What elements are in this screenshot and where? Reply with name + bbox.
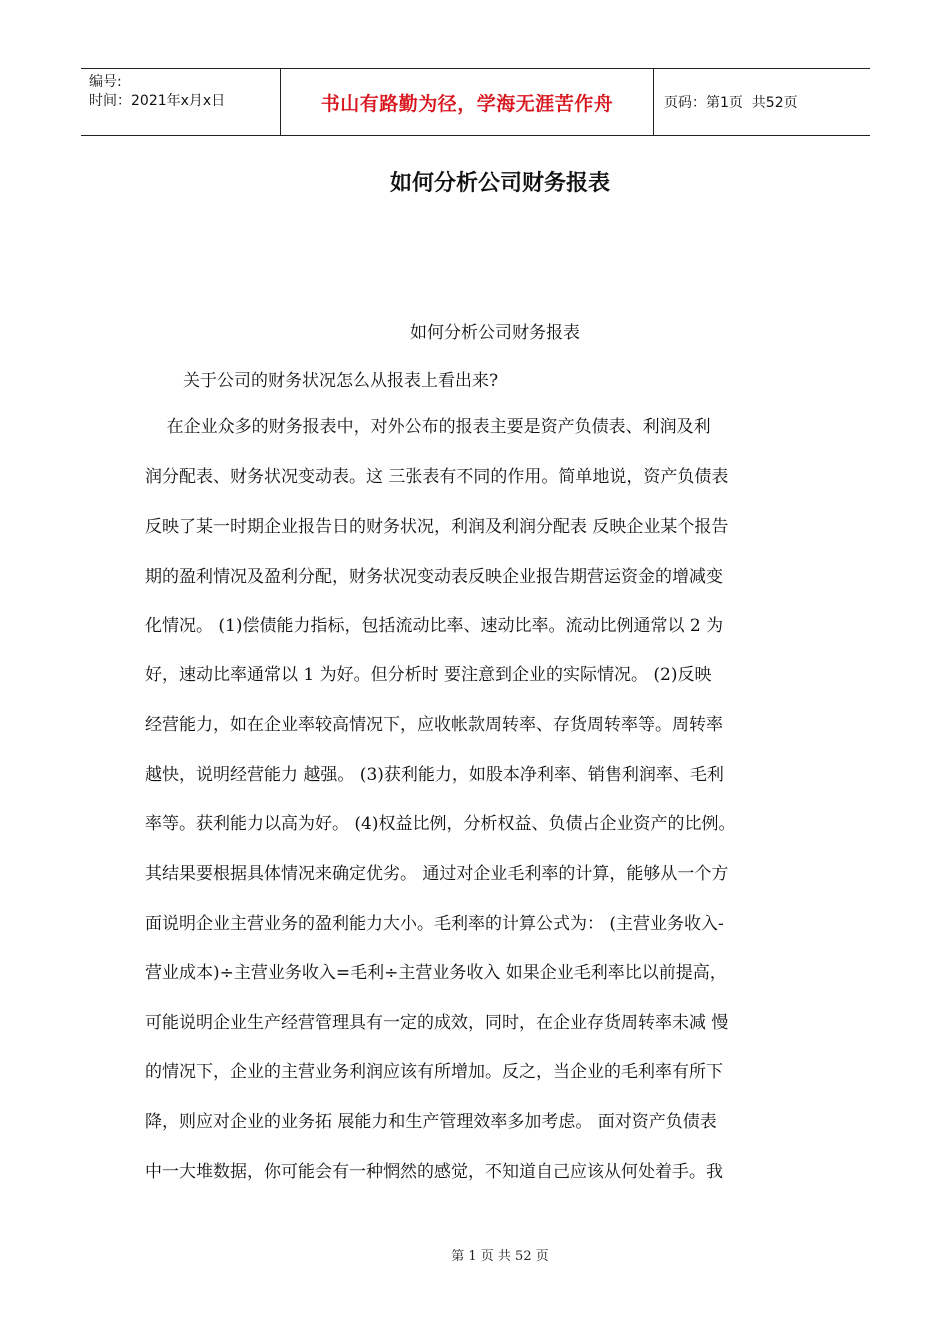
- document-number-label: 编号:: [89, 74, 122, 90]
- body-line: 其结果要根据具体情况来确定优劣。 通过对企业毛利率的计算，能够从一个方: [145, 864, 729, 884]
- page-footer: 第 1 页 共 52 页: [451, 1249, 549, 1264]
- body-line: 率等。获利能力以高为好。 (4)权益比例，分析权益、负债占企业资产的比例。: [145, 814, 736, 834]
- header-motto-cell: [281, 69, 654, 135]
- body-line: 可能说明企业生产经营管理具有一定的成效，同时，在企业存货周转率未减 慢: [145, 1013, 729, 1033]
- body-line: 的情况下，企业的主营业务利润应该有所增加。反之，当企业的毛利率有所下: [145, 1062, 723, 1082]
- header-motto: 书山有路勤为径，学海无涯苦作舟: [320, 92, 614, 115]
- body-line: 反映了某一时期企业报告日的财务状况，利润及利润分配表 反映企业某个报告: [145, 517, 729, 537]
- body-line: 经营能力，如在企业率较高情况下，应收帐款周转率、存货周转率等。周转率: [145, 715, 723, 735]
- body-line: 润分配表、财务状况变动表。这 三张表有不同的作用。简单地说，资产负债表: [145, 467, 729, 487]
- body-line: 营业成本)÷主营业务收入=毛利÷主营业务收入 如果企业毛利率比以前提高，: [145, 963, 727, 983]
- body-line: 中一大堆数据，你可能会有一种惘然的感觉，不知道自己应该从何处着手。我: [145, 1162, 723, 1182]
- body-line: 化情况。 (1)偿债能力指标，包括流动比率、速动比率。流动比例通常以 2 为: [145, 616, 724, 636]
- header-page-info: 页码：第1页 共52页: [664, 95, 798, 111]
- article-title: 如何分析公司财务报表: [410, 323, 580, 343]
- document-date-label: 时间：2021年x月x日: [89, 93, 226, 109]
- body-line: 降，则应对企业的业务拓 展能力和生产管理效率多加考虑。 面对资产负债表: [145, 1112, 717, 1132]
- article-question: 关于公司的财务状况怎么从报表上看出来?: [183, 371, 499, 391]
- header-page-cell: [654, 69, 870, 135]
- body-line: 越快，说明经营能力 越强。 (3)获利能力，如股本净利率、销售利润率、毛利: [145, 765, 724, 785]
- body-line: 面说明企业主营业务的盈利能力大小。毛利率的计算公式为： (主营业务收入-: [145, 914, 724, 934]
- page-title: 如何分析公司财务报表: [389, 171, 610, 196]
- body-line: 期的盈利情况及盈利分配，财务状况变动表反映企业报告期营运资金的增减变: [145, 567, 723, 587]
- header-meta-cell: [81, 69, 281, 135]
- body-line: 在企业众多的财务报表中，对外公布的报表主要是资产负债表、利润及利: [145, 417, 711, 437]
- document-header: [81, 68, 870, 136]
- body-line: 好，速动比率通常以 1 为好。但分析时 要注意到企业的实际情况。 (2)反映: [145, 665, 712, 685]
